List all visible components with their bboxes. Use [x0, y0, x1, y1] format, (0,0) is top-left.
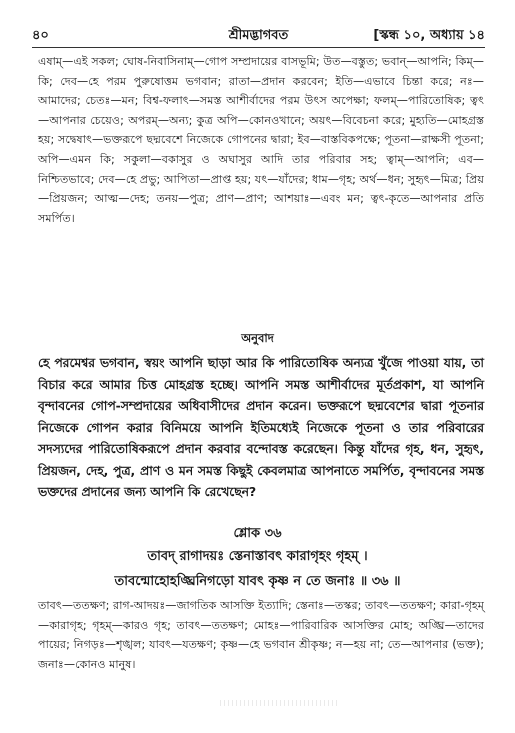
scan-noise [220, 700, 340, 706]
translation-heading: অনুবাদ [241, 331, 274, 345]
verse-line-2: তাবন্মোহোহঙ্ঘ্রিনিগড়ো যাবৎ কৃষ্ণ ন তে জনাঃ ॥ ৩৬ ॥ [114, 574, 401, 589]
word-for-word-synonyms: এষাম্—এই সকল; ঘোষ-নিবাসিনাম্—গোপ সম্প্রদায়ের বাসভূমি; উত—বস্তুত; ভবান্—আপনি; কিম্—কি; দেব—হে পরম পুরুষোত্তম ভগবান; রাতা—প্রদান করবেন; ইতি—এভাবে চিন্তা করে; নঃ—আমাদের; চেতঃ—মন; বিশ্ব-ফলাৎ—সমস্ত আশীর্বাদের পরম উৎস অপেক্ষা; ফলম্—পারিতোষিক; ত্বৎ—আপনার চেয়েও; অপরম্—অন্য; কুত্র অপি—কোনওখানে; অয়ৎ—বিবেচনা করে; মুহ্যতি—মোহগ্রস্ত হয়; সদ্বেষাৎ—ভক্তরূপে ছদ্মবেশে নিজেকে গোপনের দ্বারা; ইব—বাস্তবিকপক্ষে; পূতনা—রাক্ষসী পূতনা; অপি—এমন কি; সকুলা—বকাসুর ও অঘাসুর আদি তার পরিবার সহ; ত্বাম্—আপনি; এব—নিশ্চিতভাবে; দেব—হে প্রভু; আপিতা—প্রাপ্ত হয়; যৎ—যাঁদের; ধাম—গৃহ; অর্থ—ধন; সুহৃৎ—মিত্র; প্রিয়—প্রিয়জন; আত্ম—দেহ; তনয়—পুত্র; প্রাণ—প্রাণ; আশয়াঃ—এবং মন; ত্বৎ-কৃতে—আপনার প্রতি সমর্পিত। [38, 55, 484, 225]
translation-text: হে পরমেশ্বর ভগবান, স্বয়ং আপনি ছাড়া আর কি পারিতোষিক অন্যত্র খুঁজে পাওয়া যায়, তা বিচার করে আমার চিত্ত মোহগ্রস্ত হচ্ছে। আপনি সমস্ত আশীর্বাদের মূর্তপ্রকাশ, যা আপনি বৃন্দাবনের গোপ-সম্প্রদায়ের অধিবাসীদের প্রদান করেন। ভক্তরূপে ছদ্মবেশের দ্বারা পূতনার নিজেকে গোপন করার বিনিময়ে আপনি ইতিমধ্যেই নিজেকে পূতনা ও তার পরিবারের সদস্যদের পারিতোষিকরূপে প্রদান করবার বন্দোবস্ত করেছেন। কিন্তু যাঁদের গৃহ, ধন, সুহৃৎ, প্রিয়জন, দেহ, পুত্র, প্রাণ ও মন সমস্ত কিছুই কেবলমাত্র আপনাতে সমর্পিত, বৃন্দাবনের সমস্ত ভক্তদের প্রদানের জন্য আপনি কি রেখেছেন? [38, 356, 484, 499]
section-reference: [স্কন্ধ ১০, অধ্যায় ১৪ [373, 28, 485, 43]
page-number: ৪০ [32, 28, 49, 43]
verse-line-1: তাবদ্ রাগাদয়ঃ স্তেনাস্তাবৎ কারাগৃহং গৃহম্ । [147, 549, 368, 564]
header-divider [32, 47, 485, 48]
book-title: শ্রীমদ্ভাগবত [228, 28, 289, 43]
verse-synonyms: তাবৎ—ততক্ষণ; রাগ-আদয়ঃ—জাগতিক আসক্তি ইত্যাদি; স্তেনাঃ—তস্কর; তাবৎ—ততক্ষণ; কারা-গৃহম্—কারাগৃহ; গৃহম্—কারও গৃহ; তাবৎ—ততক্ষণ; মোহঃ—পারিবারিক আসক্তির মোহ; অঙ্ঘ্রি—তাদের পায়ের; নিগড়ঃ—শৃঙ্খল; যাবৎ—যতক্ষণ; কৃষ্ণ—হে ভগবান শ্রীকৃষ্ণ; ন—হয় না; তে—আপনার (ভক্ত); জনাঃ—কোনও মানুষ। [38, 599, 484, 671]
verse-heading: শ্লোক ৩৬ [233, 526, 282, 541]
page-header [32, 26, 485, 48]
